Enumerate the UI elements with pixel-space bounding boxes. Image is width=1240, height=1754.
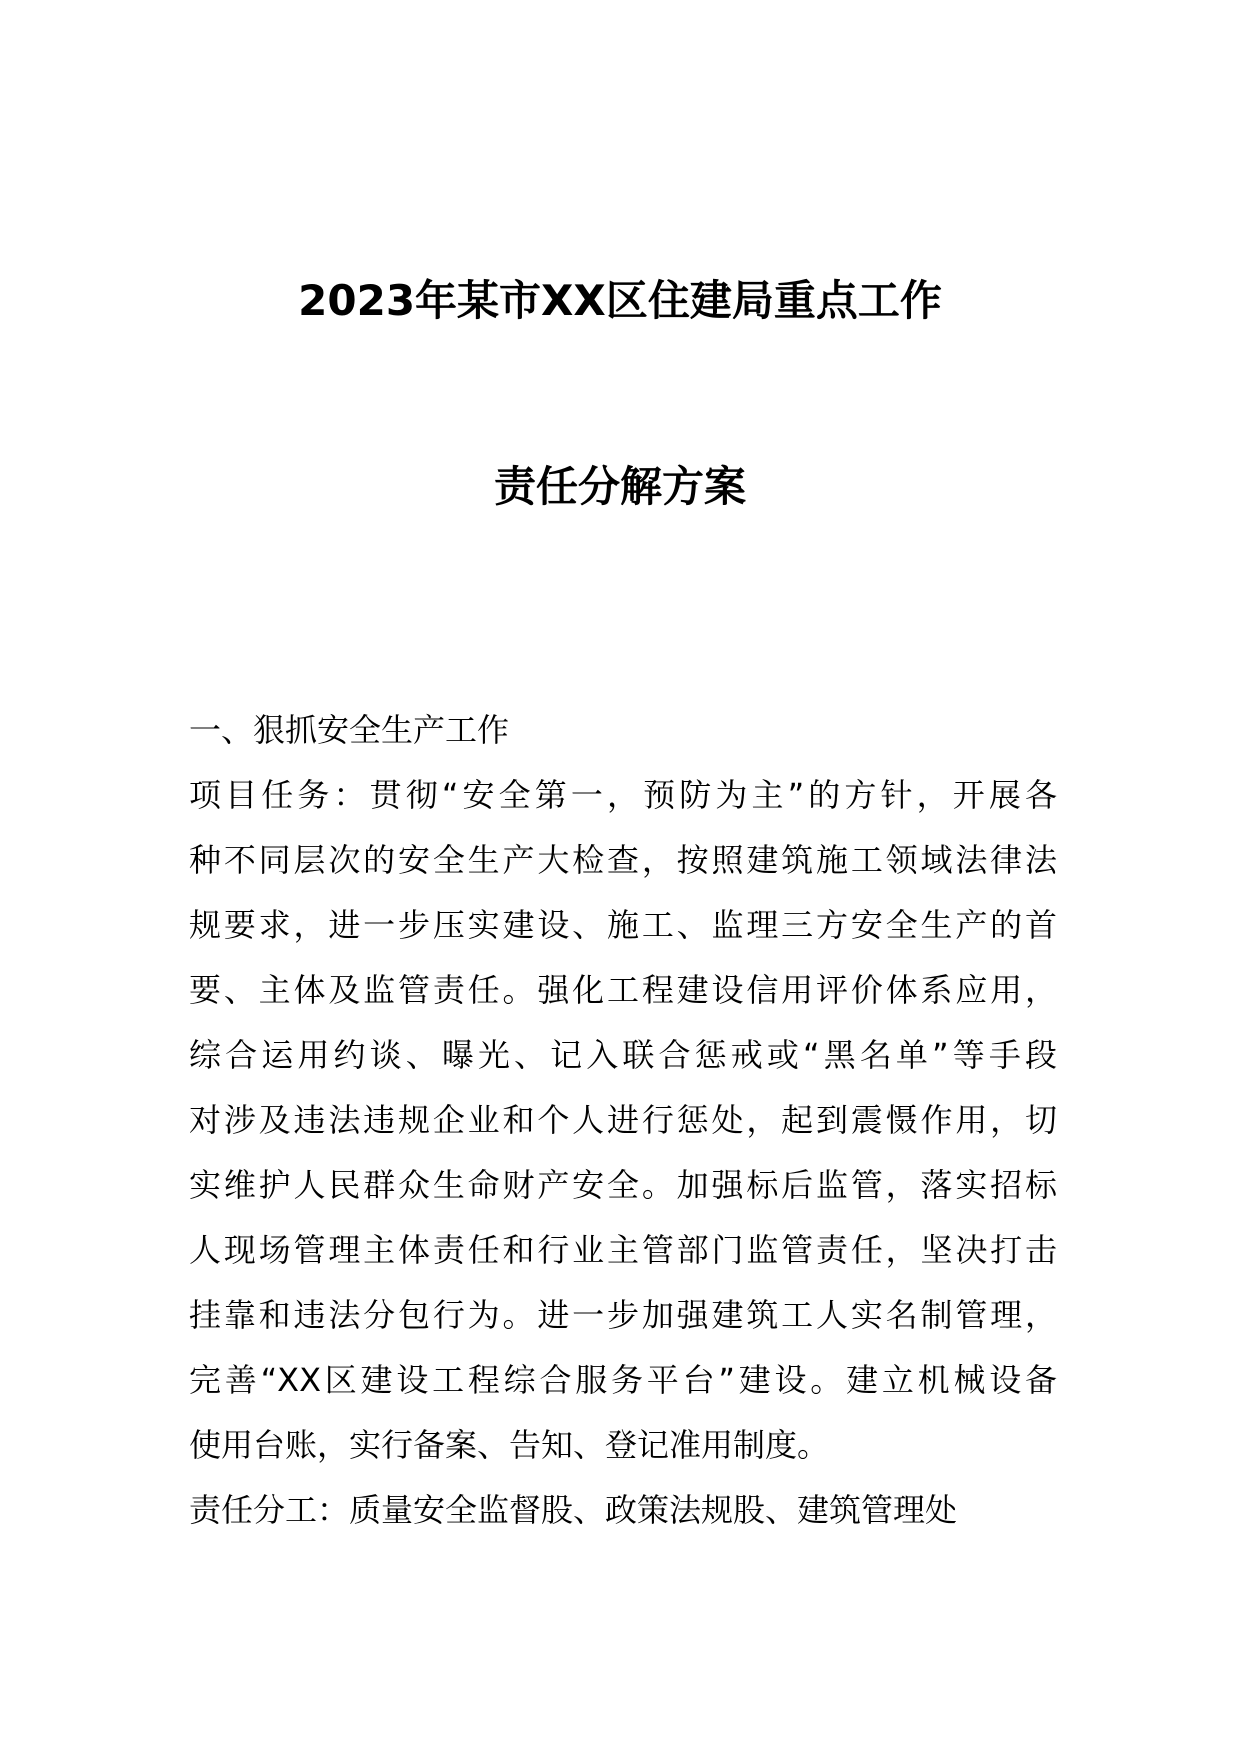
document-body [189,698,1057,1543]
body-line: 种不同层次的安全生产大检查，按照建筑施工领域法律法 [189,841,1057,879]
body-line: 对涉及违法违规企业和个人进行惩处，起到震慑作用，切 [189,1101,1057,1139]
body-line: 人现场管理主体责任和行业主管部门监管责任，坚决打击 [189,1231,1057,1269]
body-line: 挂靠和违法分包行为。进一步加强建筑工人实名制管理， [189,1296,1057,1334]
body-line: 规要求，进一步压实建设、施工、监理三方安全生产的首 [189,906,1057,944]
body-line: 综合运用约谈、曝光、记入联合惩戒或“黑名单”等手段 [189,1036,1057,1074]
section-heading: 一、狠抓安全生产工作 [189,711,510,749]
document-title-line-2: 责任分解方案 [493,462,746,511]
body-line: 使用台账，实行备案、告知、登记准用制度。 [189,1426,830,1464]
body-line: 完善“XX区建设工程综合服务平台”建设。建立机械设备 [189,1361,1057,1399]
body-line: 实维护人民群众生命财产安全。加强标后监管，落实招标 [189,1166,1057,1204]
document-title-line-1: 2023年某市XX区住建局重点工作 [298,276,942,325]
responsibility-line: 责任分工：质量安全监督股、政策法规股、建筑管理处 [189,1491,958,1529]
body-line: 要、主体及监管责任。强化工程建设信用评价体系应用， [189,971,1057,1009]
body-line: 项目任务：贯彻“安全第一，预防为主”的方针，开展各 [189,776,1057,814]
